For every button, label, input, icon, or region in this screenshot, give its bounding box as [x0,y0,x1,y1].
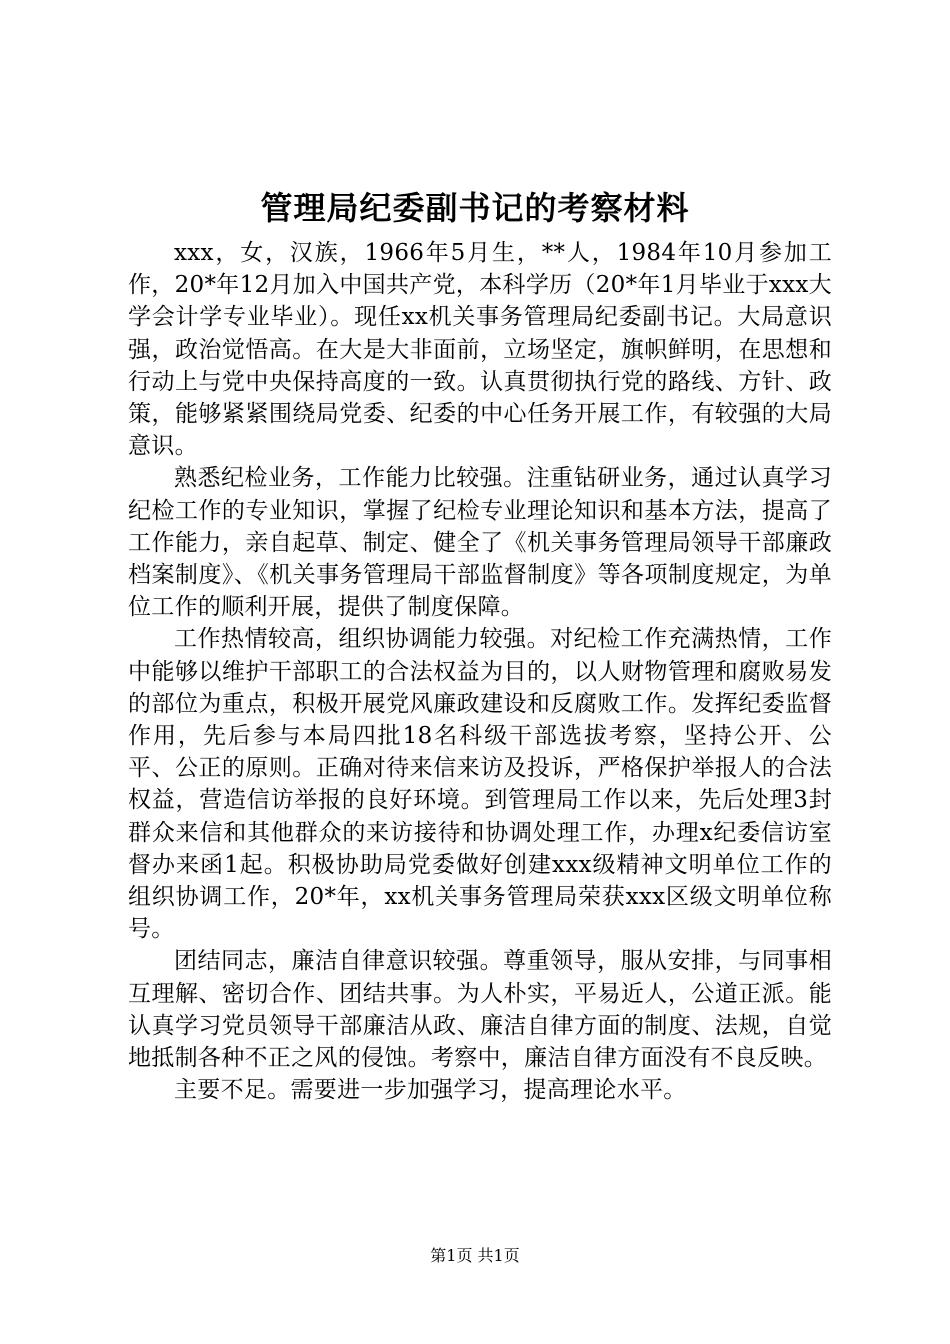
paragraph-shortcomings: 主要不足。需要进一步加强学习，提高理论水平。 [174,1077,687,1104]
document-title: 管理局纪委副书记的考察材料 [260,189,690,227]
paragraph-work-ability: 熟悉纪检业务，工作能力比较强。注重钻研业务，通过认真学习纪检工作的专业知识，掌握了纪检专业理论知识和基本方法，提高了工作能力，亲自起草、制定、健全了《机关事务管理局领导干部廉政档案制度》、《机关事务管理局干部监督制度》等各项制度规定，为单位工作的顺利开展，提供了制度保障。 [128,465,832,621]
paragraph-integrity: 团结同志，廉洁自律意识较强。尊重领导，服从安排，与同事相互理解、密切合作、团结共事。为人朴实，平易近人，公道正派。能认真学习党员领导干部廉洁从政、廉洁自律方面的制度、法规，自觉地抵制各种不正之风的侵蚀。考察中，廉洁自律方面没有不良反映。 [128,948,832,1072]
page-footer: 第1页 共1页 [430,1246,520,1265]
paragraph-profile: xxx，女，汉族，1966年5月生，**人，1984年10月参加工作，20*年12月加入中国共产党，本科学历（20*年1月毕业于xxx大学会计学专业毕业）。现任xx机关事务管理局纪委副书记。大局意识强，政治觉悟高。在大是大非面前，立场坚定，旗帜鲜明，在思想和行动上与党中央保持高度的一致。认真贯彻执行党的路线、方针、政策，能够紧紧围绕局党委、纪委的中心任务开展工作，有较强的大局意识。 [128,240,832,460]
paragraph-coordination: 工作热情较高，组织协调能力较强。对纪检工作充满热情，工作中能够以维护干部职工的合法权益为目的，以人财物管理和腐败易发的部位为重点，积极开展党风廉政建设和反腐败工作。发挥纪委监督作用，先后参与本局四批18名科级干部选拔考察，坚持公开、公平、公正的原则。正确对待来信来访及投诉，严格保护举报人的合法权益，营造信访举报的良好环境。到管理局工作以来，先后处理3封群众来信和其他群众的来访接待和协调处理工作，办理x纪委信访室督办来函1起。积极协助局党委做好创建xxx级精神文明单位工作的组织协调工作，20*年，xx机关事务管理局荣获xxx区级文明单位称号。 [128,626,832,943]
document-body [128,237,832,1106]
